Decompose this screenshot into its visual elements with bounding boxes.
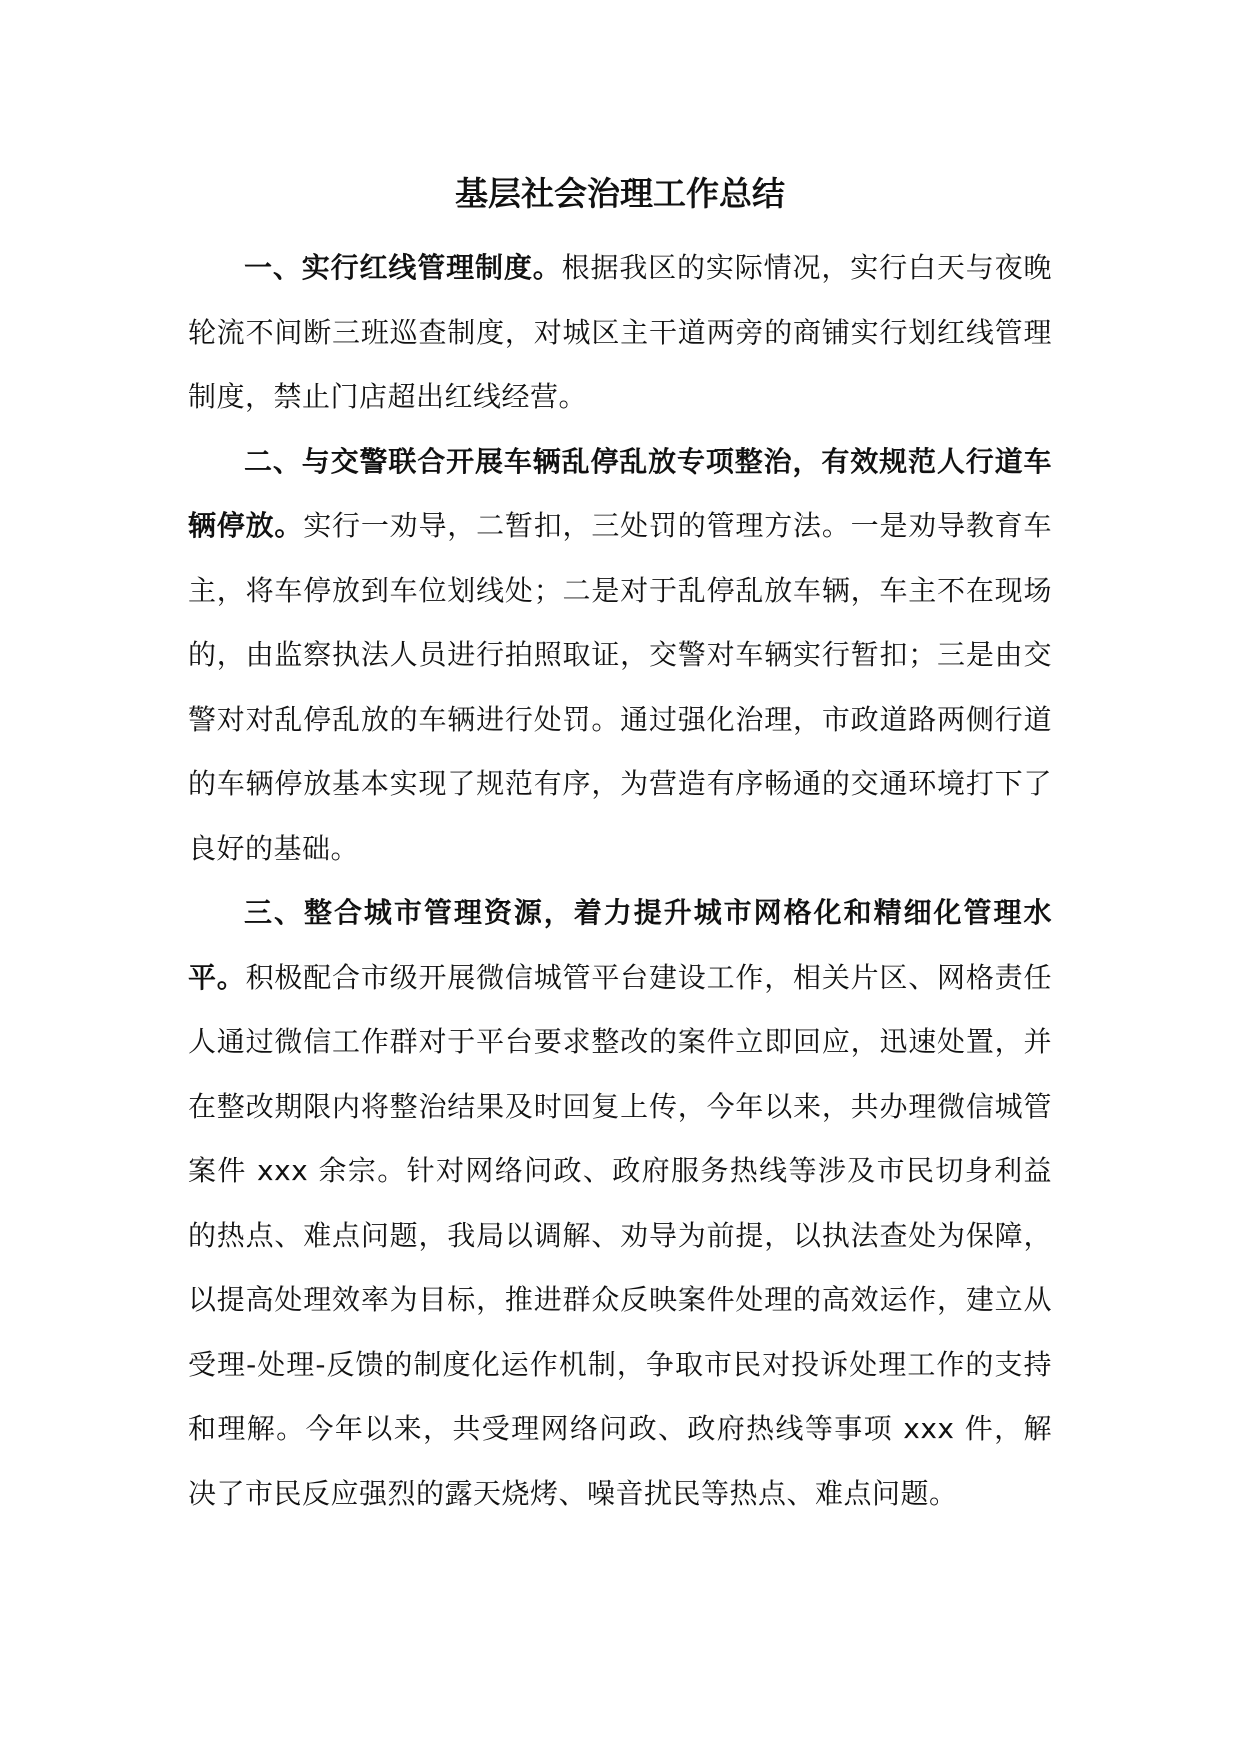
document-body <box>188 236 1052 1526</box>
paragraph-red-line-management <box>188 236 1052 430</box>
paragraph-text: 积极配合市级开展微信城管平台建设工作，相关片区、网格责任人通过微信工作群对于平台要求整改的案件立即回应，迅速处置，并在整改期限内将整治结果及时回复上传，今年以来，共办理微信城管案件 xxx 余宗。针对网络问政、政府服务热线等涉及市民切身利益的热点、难点问题，我局以调解、劝导为前提，以执法查处为保障，以提高处理效率为目标，推进群众反映案件处理的高效运作，建立从受理-处理-反馈的制度化运作机制，争取市民对投诉处理工作的支持和理解。今年以来，共受理网络问政、政府热线等事项 xxx 件，解决了市民反应强烈的露天烧烤、噪音扰民等热点、难点问题。 <box>188 960 1052 1510</box>
document-title: 基层社会治理工作总结 <box>455 174 785 213</box>
paragraph-text: 实行一劝导，二暂扣，三处罚的管理方法。一是劝导教育车主，将车停放到车位划线处；二是对于乱停乱放车辆，车主不在现场的，由监察执法人员进行拍照取证，交警对车辆实行暂扣；三是由交警对对乱停乱放的车辆进行处罚。通过强化治理，市政道路两侧行道的车辆停放基本实现了规范有序，为营造有序畅通的交通环境打下了良好的基础。 <box>188 509 1052 865</box>
paragraph-heading: 一、实行红线管理制度。 <box>244 251 562 284</box>
paragraph-grid-management <box>188 881 1052 1526</box>
paragraph-vehicle-parking <box>188 430 1052 882</box>
paragraph-heading: 二、与交警联合开展车辆乱停乱放专项整治，有效规范人行道车辆停放。 <box>188 444 1052 542</box>
paragraph-heading: 三、整合城市管理资源，着力提升城市网格化和精细化管理水平。 <box>188 896 1052 994</box>
paragraph-text: 根据我区的实际情况，实行白天与夜晚轮流不间断三班巡查制度，对城区主干道两旁的商铺实行划红线管理制度，禁止门店超出红线经营。 <box>188 251 1052 413</box>
